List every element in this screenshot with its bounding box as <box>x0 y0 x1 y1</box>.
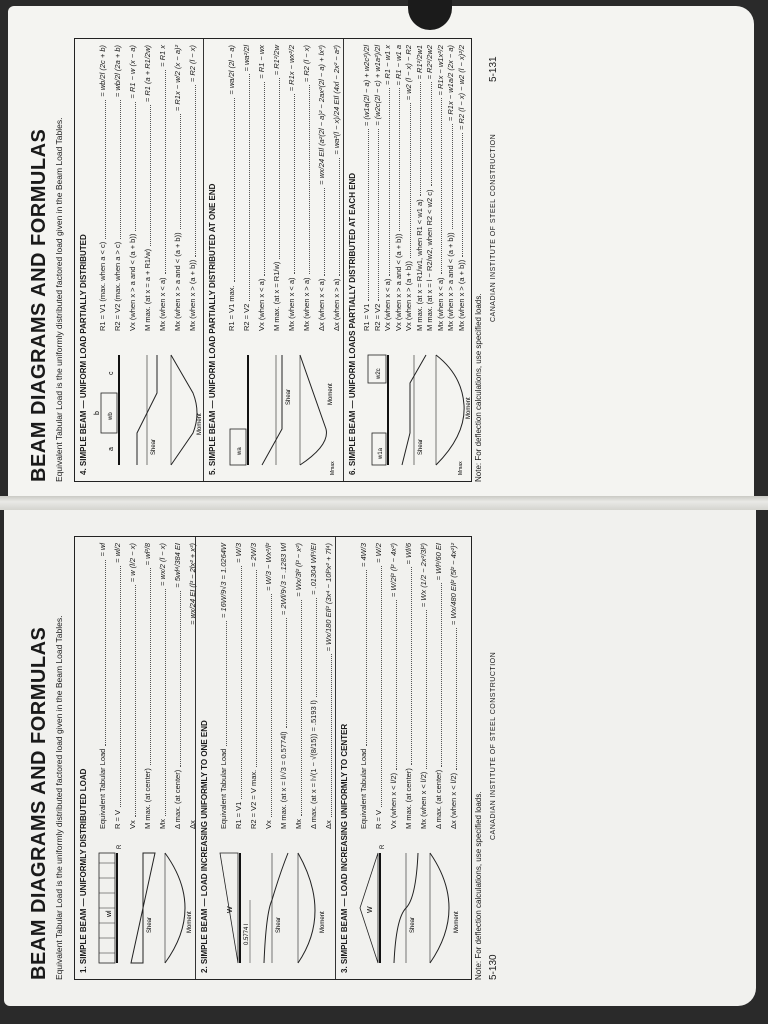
beam-diagram-5 <box>222 335 337 475</box>
left-page <box>28 520 498 990</box>
formula-row: Vx (when x > a and < (a + b)) = R1 − w (x − a) <box>125 45 140 331</box>
formula-row: Δ max. (at center) = Wl³/60 EI <box>431 543 446 829</box>
formula-row: Mx (when x < a) = R1 x <box>155 45 170 331</box>
section-2 <box>195 537 336 979</box>
reaction-label: R <box>380 844 386 849</box>
beam-diagram-3 <box>354 833 466 973</box>
moment-label: Moment <box>454 911 460 933</box>
page-subtitle: Equivalent Tabular Load is the uniformly distributed factored load given in the Beam Load Tables. <box>54 615 64 980</box>
section-heading: 1. SIMPLE BEAM — UNIFORMLY DISTRIBUTED LOAD <box>79 768 88 973</box>
formula-row: Δx = wx/24 EI (l³ − 2lx² + x³) <box>185 543 200 829</box>
formula-row: Δ max. (at x = l√(1 − √(8/15)) = .5193 l) = .01304 Wl³/EI <box>306 543 321 829</box>
formula-row: R1 = V1 = W/3 <box>231 543 246 829</box>
formula-row: Vx = w (l/2 − x) <box>125 543 140 829</box>
formula-list <box>362 45 467 331</box>
formula-row: Δx (when x > a) = wa²(l − x)/24 EIl (4xl − 2x² − a²) <box>329 45 344 331</box>
section-heading: 6. SIMPLE BEAM — UNIFORM LOADS PARTIALLY DISTRIBUTED AT EACH END <box>348 172 357 475</box>
shear-label: Shear <box>147 916 153 933</box>
formula-list <box>95 45 200 331</box>
moment-diagram <box>436 355 464 465</box>
load-label: wl <box>106 910 113 917</box>
moment-diagram <box>298 853 315 963</box>
right-page <box>28 22 498 492</box>
load-label: wb <box>108 412 114 420</box>
load-label: wa <box>237 447 243 455</box>
beam-diagram-2 <box>214 833 329 973</box>
section-5 <box>203 39 344 481</box>
formula-row: Mx = Wx/3l² (l² − x²) <box>291 543 306 829</box>
formula-row: Δ max. (at center) = 5wl⁴/384 EI <box>170 543 185 829</box>
section-heading: 5. SIMPLE BEAM — UNIFORM LOAD PARTIALLY DISTRIBUTED AT ONE END <box>208 183 217 475</box>
formula-row: Mx (when x > (a + b)) = R2 (l − x) <box>185 45 200 331</box>
formula-row: Mx (when x > a and < (a + b)) = R1x − w/2 (x − a)² <box>170 45 185 331</box>
formula-row: R = V = W/2 <box>371 543 386 829</box>
formula-row: Vx (when x < l/2) = W/2l² (l² − 4x²) <box>386 543 401 829</box>
beam-diagram-4 <box>93 335 201 475</box>
beam-diagram-1 <box>93 833 193 973</box>
formula-row: Mx = wx/2 (l − x) <box>155 543 170 829</box>
formula-row: R2 = V2 = wa²/2l <box>239 45 254 331</box>
formula-row: Mx (when x > a) = R2 (l − x) <box>299 45 314 331</box>
formula-row: Mx (when x < l/2) = Wx (1/2 − 2x²/3l²) <box>416 543 431 829</box>
formula-row: Equivalent Tabular Load = 4W/3 <box>356 543 371 829</box>
moment-diagram <box>300 355 326 465</box>
load-label: W <box>367 906 374 913</box>
formula-row: Mx (when x < a) = R1x − wx²/2 <box>284 45 299 331</box>
formula-list <box>224 45 344 331</box>
reaction-label: R <box>117 844 123 849</box>
formula-row: M max. (at x = a + R1/w) = R1 (a + R1/2w) <box>140 45 155 331</box>
formula-row: Δx = Wx/180 EIl² (3x⁴ − 10l²x² + 7l⁴) <box>321 543 336 829</box>
deflection-note: Note: For deflection calculations, use specified loads. <box>474 791 483 980</box>
formula-row: R2 = V2 (max. when a > c) = wb/2l (2a + b) <box>110 45 125 331</box>
moment-label: Moment <box>197 413 203 435</box>
shear-label: Shear <box>418 438 424 455</box>
moment-label: Moment <box>328 383 334 405</box>
load1-label: w1a <box>378 447 384 459</box>
formula-row: R1 = V1 max. = wa/2l (2l − a) <box>224 45 239 331</box>
formula-row: Vx = W/3 − Wx²/l² <box>261 543 276 829</box>
formula-row: M max. (at x = R1/w1, when R1 < w1 a) = R1²/2w1 <box>414 45 424 331</box>
moment-diagram <box>171 355 197 465</box>
book-spine <box>0 496 768 510</box>
page-number: 5-130 <box>488 954 499 980</box>
formula-list <box>216 543 336 829</box>
section-heading: 3. SIMPLE BEAM — LOAD INCREASING UNIFORMLY TO CENTER <box>340 723 349 973</box>
shear-diagram <box>264 853 288 963</box>
formula-row: Δx (when x < a) = wx/24 EIl (a²(2l − a)² − 2ax²(2l − a) + lx³) <box>314 45 329 331</box>
mmax-label: Mmax <box>458 461 464 475</box>
section-4 <box>75 39 203 481</box>
moment-diagram <box>165 853 185 963</box>
section-heading: 2. SIMPLE BEAM — LOAD INCREASING UNIFORMLY TO ONE END <box>200 720 209 973</box>
formula-row: M max. (at x = l − R2/w2, when R2 < w2 c) = R2²/2w2 <box>425 45 434 331</box>
load2-label: w2c <box>376 368 382 379</box>
formula-row: Equivalent Tabular Load = wl <box>95 543 110 829</box>
formula-row: M max. (at center) = wl²/8 <box>140 543 155 829</box>
formula-row: M max. (at x = R1/w) = R1²/2w <box>269 45 284 331</box>
formula-row: R1 = V1 (max. when a < c) = wb/2l (2c + b) <box>95 45 110 331</box>
diagram-frame <box>74 536 472 980</box>
shear-label: Shear <box>151 438 157 455</box>
deflection-note: Note: For deflection calculations, use specified loads. <box>474 293 483 482</box>
shear-diagram <box>131 853 155 963</box>
dim-a-label: a <box>108 447 115 451</box>
formula-row: M max. (at x = l/√3 = 0.5774l) = 2Wl/9√3 = .1283 Wl <box>276 543 291 829</box>
load-block <box>99 853 115 963</box>
shear-diagram <box>394 853 418 963</box>
dimension-label: 0.5774 l <box>244 923 250 945</box>
section-heading: 4. SIMPLE BEAM — UNIFORM LOAD PARTIALLY DISTRIBUTED <box>79 234 88 475</box>
page-number: 5-131 <box>488 56 499 82</box>
beam-diagram-6 <box>362 335 470 475</box>
formula-row: Mx (when x > a and < (a + b)) = R1x − w1a/2 (2x − a) <box>446 45 455 331</box>
page-title: BEAM DIAGRAMS AND FORMULAS <box>28 626 50 980</box>
formula-row: R = V = wl/2 <box>110 543 125 829</box>
section-6 <box>343 39 472 481</box>
moment-label: Moment <box>187 911 193 933</box>
moment-diagram <box>430 853 449 963</box>
formula-row: Vx (when x > (a + b)) = w2 (l − x) − R2 <box>404 45 413 331</box>
section-1 <box>75 537 195 979</box>
shear-label: Shear <box>410 916 416 933</box>
page-footer: CANADIAN INSTITUTE OF STEEL CONSTRUCTION <box>490 133 497 322</box>
formula-row: R2 = V2 = V max. = 2W/3 <box>246 543 261 829</box>
formula-row: Δx (when x < l/2) = Wx/480 EIl² (5l² − 4x²)² <box>446 543 461 829</box>
dim-c-label: c <box>108 371 115 375</box>
formula-row: Mx (when x > (a + b)) = R2 (l − x) − w2 (l − x)²/2 <box>456 45 466 331</box>
formula-row: Vx (when x < a) = R1 − wx <box>254 45 269 331</box>
page-subtitle: Equivalent Tabular Load is the uniformly distributed factored load given in the Beam Load Tables. <box>54 117 64 482</box>
formula-list <box>356 543 461 829</box>
moment-label: Moment <box>466 397 472 419</box>
formula-row: Mx (when x < a) = R1x − w1x²/2 <box>435 45 445 331</box>
section-3 <box>335 537 472 979</box>
formula-row: M max. (at center) = Wl/6 <box>401 543 416 829</box>
formula-row: Vx (when x > a and < (a + b)) = R1 − w1 a <box>393 45 403 331</box>
formula-row: R1 = V1 = (w1a(2l − a) + w2c²)/2l <box>362 45 371 331</box>
diagram-frame <box>74 38 472 482</box>
shear-label: Shear <box>276 916 282 933</box>
formula-list <box>95 543 200 829</box>
formula-row: R2 = V2 = (w2c(2l − c) + w1a²)/2l <box>372 45 382 331</box>
formula-row: Vx (when x < a) = R1 − w1 x <box>383 45 392 331</box>
page-footer: CANADIAN INSTITUTE OF STEEL CONSTRUCTION <box>490 651 497 840</box>
load-label: W <box>227 906 234 913</box>
formula-row: Equivalent Tabular Load = 16W/9√3 = 1.0264W <box>216 543 231 829</box>
moment-label: Moment <box>320 911 326 933</box>
shear-diagram <box>262 355 282 465</box>
page-title: BEAM DIAGRAMS AND FORMULAS <box>28 128 50 482</box>
mmax-label: Mmax <box>330 461 336 475</box>
shear-label: Shear <box>286 388 292 405</box>
dim-b-label: b <box>94 411 101 415</box>
